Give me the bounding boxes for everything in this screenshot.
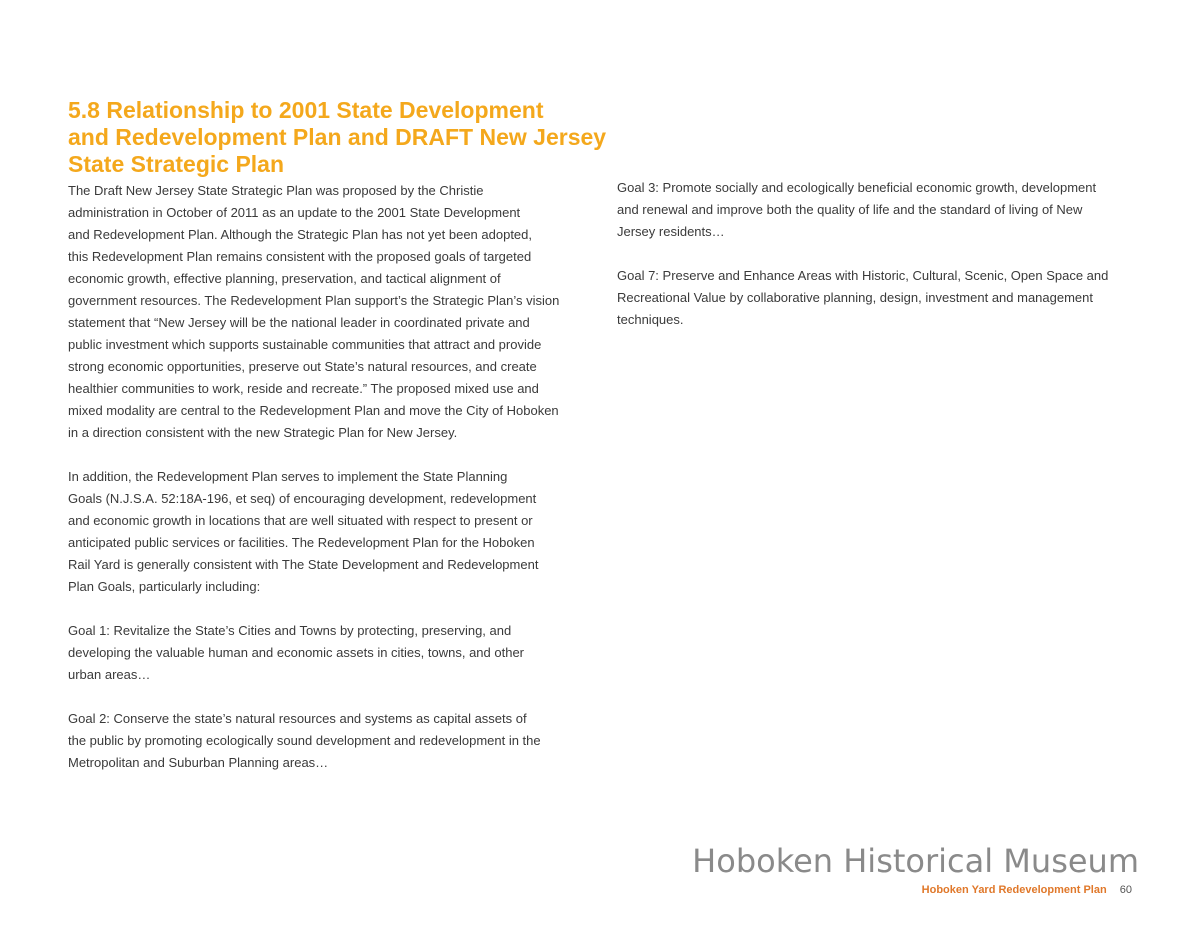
text-line: In addition, the Redevelopment Plan serves to implement the State Planning — [68, 469, 508, 484]
text-line: administration in October of 2011 as an update to the 2001 State Development — [68, 205, 521, 220]
text-line: economic growth, effective planning, preservation, and tactical alignment of — [68, 271, 501, 286]
page-footer — [922, 884, 1132, 896]
text-line: Goal 2: Conserve the state’s natural resources and systems as capital assets of — [68, 711, 527, 726]
intro-paragraph — [68, 180, 598, 444]
right-column — [617, 177, 1137, 353]
heading-line: 5.8 Relationship to 2001 State Development — [68, 97, 544, 123]
text-line: Jersey residents… — [617, 224, 725, 239]
heading-line: State Strategic Plan — [68, 151, 285, 177]
text-line: public investment which supports sustainable communities that attract and provide — [68, 337, 542, 352]
text-line: and Redevelopment Plan. Although the Strategic Plan has not yet been adopted, — [68, 227, 533, 242]
text-line: this Redevelopment Plan remains consistent with the proposed goals of targeted — [68, 249, 532, 264]
text-line: Goal 1: Revitalize the State’s Cities and Towns by protecting, preserving, and — [68, 623, 512, 638]
left-column — [68, 180, 598, 796]
text-line: Goal 7: Preserve and Enhance Areas with Historic, Cultural, Scenic, Open Space and — [617, 268, 1109, 283]
text-line: Goal 3: Promote socially and ecologically beneficial economic growth, development — [617, 180, 1097, 195]
text-line: mixed modality are central to the Redevelopment Plan and move the City of Hoboken — [68, 403, 559, 418]
text-line: strong economic opportunities, preserve out State’s natural resources, and create — [68, 359, 537, 374]
footer-document-title: Hoboken Yard Redevelopment Plan — [921, 884, 1107, 896]
text-line: developing the valuable human and economic assets in cities, towns, and other — [68, 645, 525, 660]
section-heading — [68, 97, 608, 178]
text-line: the public by promoting ecologically sound development and redevelopment in the — [68, 733, 541, 748]
goal-3-paragraph — [617, 177, 1137, 243]
page-number: 60 — [1119, 884, 1132, 896]
text-line: and economic growth in locations that are well situated with respect to present or — [68, 513, 533, 528]
text-line: Metropolitan and Suburban Planning areas… — [68, 755, 329, 770]
planning-goals-paragraph — [68, 466, 598, 598]
text-line: in a direction consistent with the new Strategic Plan for New Jersey. — [68, 425, 458, 440]
heading-line: and Redevelopment Plan and DRAFT New Jersey — [68, 124, 607, 150]
text-line: urban areas… — [68, 667, 151, 682]
text-line: The Draft New Jersey State Strategic Plan was proposed by the Christie — [68, 183, 484, 198]
text-line: healthier communities to work, reside and recreate.” The proposed mixed use and — [68, 381, 539, 396]
text-line: techniques. — [617, 312, 684, 327]
goal-1-paragraph — [68, 620, 598, 686]
text-line: Goals (N.J.S.A. 52:18A-196, et seq) of encouraging development, redevelopment — [68, 491, 537, 506]
text-line: Plan Goals, particularly including: — [68, 579, 261, 594]
text-line: statement that “New Jersey will be the national leader in coordinated private and — [68, 315, 530, 330]
text-line: government resources. The Redevelopment Plan support’s the Strategic Plan’s vision — [68, 293, 560, 308]
museum-watermark: Hoboken Historical Museum — [692, 842, 1139, 880]
text-line: and renewal and improve both the quality of life and the standard of living of New — [617, 202, 1083, 217]
text-line: anticipated public services or facilities. The Redevelopment Plan for the Hoboken — [68, 535, 535, 550]
text-line: Rail Yard is generally consistent with The State Development and Redevelopment — [68, 557, 539, 572]
goal-7-paragraph — [617, 265, 1137, 331]
goal-2-paragraph — [68, 708, 598, 774]
text-line: Recreational Value by collaborative planning, design, investment and management — [617, 290, 1093, 305]
